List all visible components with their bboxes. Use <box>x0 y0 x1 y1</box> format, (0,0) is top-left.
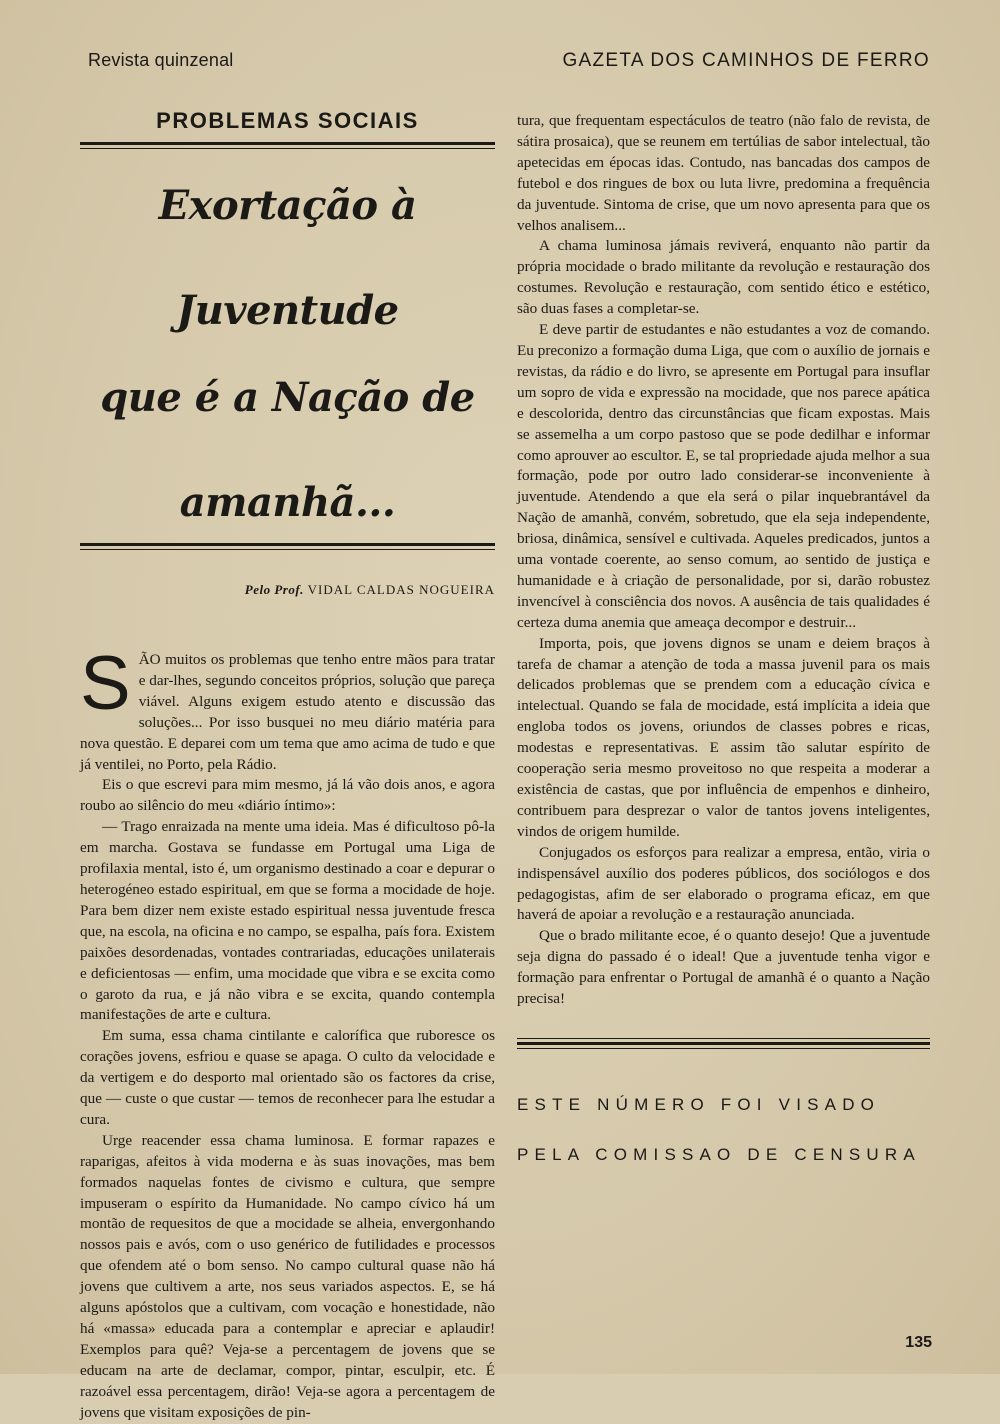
article-title-line-2: que é a Nação de amanhã... <box>100 374 475 526</box>
byline <box>80 582 495 598</box>
running-header-left: Revista quinzenal <box>88 50 234 70</box>
paragraph: Que o brado militante ecoe, é o quanto desejo! Que a juventude seja digna do passado é o ideal! Que a juventude tenha vigor e formação para enfrentar o Portugal de amanhã é o quanto a Nação precisa! <box>517 927 930 1008</box>
paragraph: Urge reacender essa chama luminosa. E formar rapazes e raparigas, afeitos à vida moderna e às suas inovações, mas bem formados naquelas fontes de civismo e cultura, que sempre impuseram o espírito da Humanidade. No campo cívico há um montão de requesitos de que a mocidade se alheia, envergonhando nossos pais e avós, com o uso genérico de futilidades e processos que ofendem até o bom senso. No campo cultural quase não há jovens que cultivem a arte, nos seus variados aspectos. E, se há alguns apóstolos que a cultivam, com vocação e honestidade, não há «massa» educada para a contemplar e apreciar e aplaudir! Exemplos para quê? Veja-se a percentagem de jovens que se educam na arte de declamar, compor, pintar, esculpir, etc. É razoável essa percentagem, dirão! Veja-se agora a percentagem de jovens que visitam exposições de pin- <box>80 1131 495 1421</box>
drop-cap: S <box>80 641 131 726</box>
paragraph: Importa, pois, que jovens dignos se unam e deiem braços à tarefa de chamar a atenção de toda a massa juvenil para os mais delicados problemas que se prendem com a educação cívica e intelectual. Quando se fala de mocidade, está implícita a ideia que engloba todos os jovens, oriundos de classes pobres e ricas, modestas e representativas. E assim tão salutar espírito de cooperação seria mesmo proveitoso no que respeita a moderar a existência de castas, que por influência de empenhos e dinheiro, contribuem para desprezar o valor de tantos jovens inteligentes, vindos de origem humilde. <box>517 634 930 840</box>
paragraph: tura, que frequentam espectáculos de teatro (não falo de revista, de sátira prosaica), que se reunem em tertúlias de sabor intelectual, tão apetecidas em épocas idas. Contudo, nas bancadas dos campos de futebol e dos ringues de box ou luta livre, predomina a frequência da juventude. Sintoma de crise, que um novo apresenta para que os velhos analisem... <box>517 112 930 234</box>
paragraph: E deve partir de estudantes e não estudantes a voz de comando. Eu preconizo a formação duma Liga, que com o auxílio de jornais e revistas, da rádio e do livro, se apresente em Portugal para insuflar um sopro de vida e expressão na mocidade, que nos parece apática e descolorida, dentro das circunstâncias que ficam expostas. Mais se assemelha a um corpo pastoso que se pode dedilhar e informar como aprouver ao escultor. E, se tal propriedade ajuda melhor a sua formação, pode por outro lado considerar-se inconveniente à juventude. Atendendo a que ela será o pilar inquebrantável da Nação de amanhã, convém, sobretudo, que ela seja independente, briosa, dinâmica, sensível e cultivada. Aqueles predicados, juntos a uma vontade coerente, ao senso comum, ao sentido de justiça e humanidade e à criação de personalidade, por si, darão robustez invencível à consciência dos novos. A ausência de tais qualidades é certeza duma anemia que ameaça decompor e destruir... <box>517 321 930 631</box>
section-title: PROBLEMAS SOCIAIS <box>156 108 419 133</box>
article-body-right <box>517 111 930 1010</box>
paragraph: SÃO muitos os problemas que tenho entre mãos para tratar e dar-lhes, segundo conceitos próprios, solução que pareça viável. Alguns exigem estudo atento e discussão das soluções... Por isso busquei no meu diário matéria para nova questão. E deparei com um tema que amo acima de tudo e que já ventilei, no Porto, pela Rádio. <box>80 641 495 773</box>
byline-author: VIDAL CALDAS NOGUEIRA <box>307 582 495 597</box>
paragraph: A chama luminosa jámais reviverá, enquanto não partir da própria mocidade o brado militante da revolução e restauração dos costumes. Revolução e restauração, com sentido ético e estético, são duas fases a completar-se. <box>517 237 930 318</box>
section-rule-thin <box>80 148 495 149</box>
article-body-left <box>80 641 495 1424</box>
paragraph: Conjugados os esforços para realizar a empresa, então, viria o indispensável auxílio dos poderes públicos, dos sociólogos e dos pedagogistas, afim de ser elaborado o programa eficaz, em que haverá de apoiar a revolução e a restauração anunciada. <box>517 843 930 924</box>
running-header-right: GAZETA DOS CAMINHOS DE FERRO <box>562 50 930 71</box>
article-end-rules <box>517 1038 930 1049</box>
paragraph: — Trago enraizada na mente uma ideia. Mas é dificultoso pô-la em marcha. Gostava se fundasse em Portugal uma Liga de profilaxia mental, isto é, um organismo destinado a coar e depurar o heterogéneo estado espiritual, em que se forma a mocidade de hoje. Para bem dizer nem existe estado espiritual nessa juventude fresca que, na escola, na oficina e no campo, se espalha, país fora. Existem paixões desordenadas, vontades contrariadas, educações unilaterais e deficientosas — enfim, uma mocidade que vibra e se excita como o garoto da rua, e já não vibra e se excita, quando contempla manifestações de arte e cultura. <box>80 818 495 1024</box>
paragraph: Em suma, essa chama cintilante e calorífica que ruboresce os corações jovens, esfriou e quase se apaga. O culto da velocidade e da vertigem e do desporto mal orientado são os factores da crise, que — custe o que custar — temos de reconhecer para lhe estudar a cura. <box>80 1027 495 1128</box>
left-column <box>80 108 495 1424</box>
article-title-line-1: Exortação à Juventude <box>158 182 417 334</box>
byline-prefix: Pelo Prof. <box>244 582 304 597</box>
right-column <box>517 111 930 1165</box>
censorship-notice-line-1: ESTE NÚMERO FOI VISADO <box>517 1094 881 1114</box>
section-rule <box>80 142 495 145</box>
censorship-notice-line-2: PELA COMISSAO DE CENSURA <box>517 1144 921 1164</box>
page-number: 135 <box>905 1334 932 1351</box>
paragraph: Eis o que escrevi para mim mesmo, já lá vão dois anos, e agora roubo ao silêncio do meu «diário íntimo»: <box>80 776 495 815</box>
